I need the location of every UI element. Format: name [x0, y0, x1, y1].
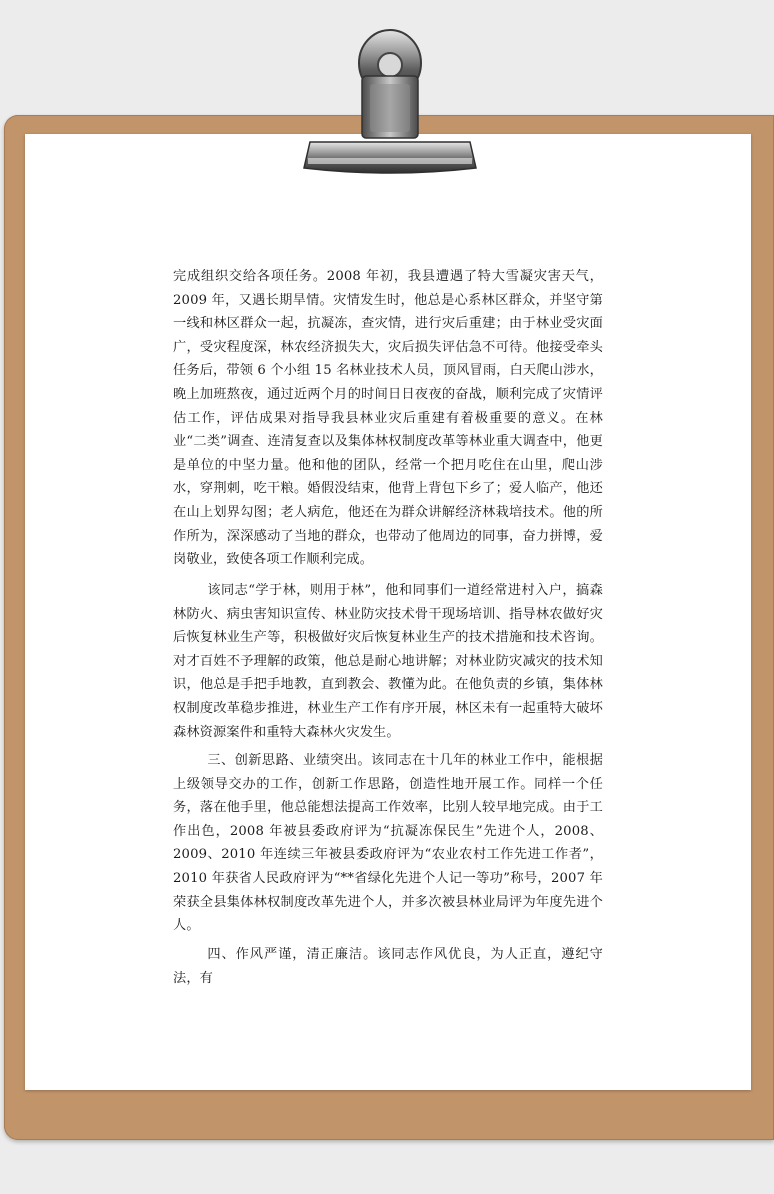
paragraph-2-text: 该同志“学于林，则用于林”，他和同事们一道经常进村入户，搞森林防火、病虫害知识宣传、林业防灾技术骨干现场培训、指导林农做好灾后恢复林业生产等，积极做好灾后恢复林业生产的技术措施和技术咨询。对才百姓不予理解的政策，他总是耐心地讲解；对林业防灾减灾的技术知识，他总是手把手地教，直到教会、教懂为此。在他负责的乡镇，集体林权制度改革稳步推进，林业生产工作有序开展，林区未有一起重特大破坏森林资源案件和重特大森林火灾发生。 — [173, 583, 603, 740]
paragraph-3 — [173, 749, 603, 938]
paragraph-4 — [173, 943, 603, 990]
paragraph-1 — [173, 265, 603, 572]
paragraph-1-text: 完成组织交给各项任务。2008 年初，我县遭遇了特大雪凝灾害天气，2009 年，又遇长期旱情。灾情发生时，他总是心系林区群众，并坚守第一线和林区群众一起，抗凝冻，查灾情，进行灾后重建；由于林业受灾面广，受灾程度深，林农经济损失大，灾后损失评估急不可待。他接受牵头任务后，带领 6 个小组 15 名林业技术人员，顶风冒雨，白天爬山涉水，晚上加班熬夜，通过近两个月的时间日日夜夜的奋战，顺利完成了灾情评估工作，评估成果对指导我县林业灾后重建有着极重要的意义。在林业“二类”调查、连清复查以及集体林权制度改革等林业重大调查中，他更是单位的中坚力量。他和他的团队，经常一个把月吃住在山里，爬山涉水，穿荆刺，吃干粮。婚假没结束，他背上背包下乡了；爱人临产，他还在山上划界勾图；老人病危，他还在为群众讲解经济林栽培技术。他的所作所为，深深感动了当地的群众，也带动了他周边的同事，奋力拼博，爱岗敬业，致使各项工作顺利完成。 — [173, 269, 603, 568]
paragraph-2 — [173, 579, 603, 744]
binder-clip-icon — [300, 18, 480, 183]
paragraph-3-text: 三、创新思路、业绩突出。该同志在十几年的林业工作中，能根据上级领导交办的工作，创新工作思路，创造性地开展工作。同样一个任务，落在他手里，他总能想法提高工作效率，比别人较早地完成。由于工作出色，2008 年被县委政府评为“抗凝冻保民生”先进个人，2008、2009、2010 年连续三年被县委政府评为“农业农村工作先进工作者”，2010 年获省人民政府评为“**省绿化先进个人记一等功”称号，2007 年荣获全县集体林权制度改革先进个人，并多次被县林业局评为年度先进个人。 — [173, 753, 603, 934]
paragraph-4-text: 四、作风严谨，清正廉洁。该同志作风优良，为人正直，遵纪守法，有 — [173, 947, 603, 986]
